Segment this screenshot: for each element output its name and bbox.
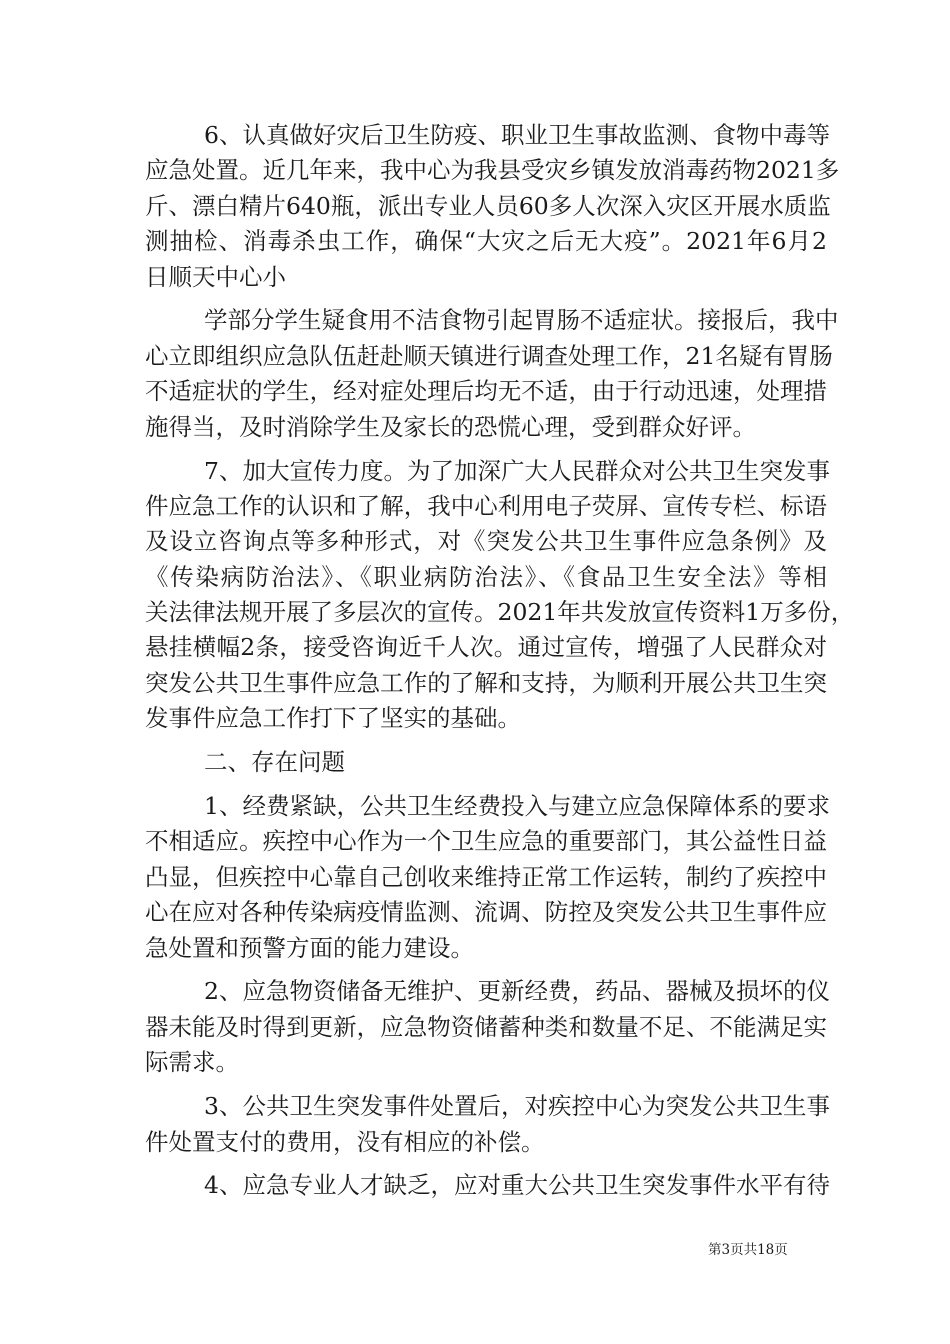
paragraph <box>145 745 827 780</box>
text-line: 凸显，但疾控中心靠自己创收来维持正常工作运转，制约了疾控中 <box>145 862 827 891</box>
text-line: 《传染病防治法》、《职业病防治法》、《食品卫生安全法》等相 <box>145 562 827 591</box>
document-body <box>145 118 855 1212</box>
paragraph <box>145 974 830 1080</box>
paragraph <box>145 303 839 445</box>
text-line: 日顺天中心小 <box>145 262 286 291</box>
text-line: 不适症状的学生，经对症处理后均无不适，由于行动迅速，处理措 <box>145 377 827 406</box>
paragraph <box>145 118 840 295</box>
text-line: 2、应急物资储备无维护、更新经费，药品、器械及损坏的仪 <box>204 977 830 1006</box>
text-line: 1、经费紧缺，公共卫生经费投入与建立应急保障体系的要求 <box>204 792 830 821</box>
text-line: 施得当，及时消除学生及家长的恐慌心理，受到群众好评。 <box>145 412 756 441</box>
text-line: 器未能及时得到更新，应急物资储蓄种类和数量不足、不能满足实 <box>145 1012 827 1041</box>
text-line: 及设立咨询点等多种形式，对《突发公共卫生事件应急条例》及 <box>145 527 827 556</box>
paragraph <box>145 1089 830 1160</box>
text-line: 件处置支付的费用，没有相应的补偿。 <box>145 1127 545 1156</box>
text-line: 发事件应急工作打下了坚实的基础。 <box>145 704 521 733</box>
text-line: 二、存在问题 <box>204 748 345 777</box>
text-line: 急处置和预警方面的能力建设。 <box>145 933 474 962</box>
text-line: 斤、漂白精片640瓶，派出专业人员60多人次深入灾区开展水质监 <box>145 191 831 220</box>
text-line: 悬挂横幅2条，接受咨询近千人次。通过宣传，增强了人民群众对 <box>145 633 827 662</box>
paragraph <box>145 1168 830 1203</box>
text-line: 7、加大宣传力度。为了加深广大人民群众对公共卫生突发事 <box>204 456 830 485</box>
text-line: 不相适应。疾控中心作为一个卫生应急的重要部门，其公益性日益 <box>145 827 827 856</box>
text-line: 际需求。 <box>145 1048 239 1077</box>
text-line: 4、应急专业人才缺乏，应对重大公共卫生突发事件水平有待 <box>204 1171 830 1200</box>
text-line: 测抽检、消毒杀虫工作，确保“大灾之后无大疫”。2021年6月2 <box>145 227 827 256</box>
text-line: 应急处置。近几年来，我中心为我县受灾乡镇发放消毒药物2021多 <box>145 156 840 185</box>
text-line: 3、公共卫生突发事件处置后，对疾控中心为突发公共卫生事 <box>204 1092 830 1121</box>
text-line: 学部分学生疑食用不洁食物引起胃肠不适症状。接报后，我中 <box>204 306 839 335</box>
text-line: 关法律法规开展了多层次的宣传。2021年共发放宣传资料1万多份， <box>145 598 855 627</box>
paragraph <box>145 789 830 966</box>
text-line: 突发公共卫生事件应急工作的了解和支持，为顺利开展公共卫生突 <box>145 668 827 697</box>
text-line: 件应急工作的认识和了解，我中心利用电子荧屏、宣传专栏、标语 <box>145 491 827 520</box>
text-line: 心立即组织应急队伍赶赴顺天镇进行调查处理工作，21名疑有胃肠 <box>145 341 833 370</box>
text-line: 心在应对各种传染病疫情监测、流调、防控及突发公共卫生事件应 <box>145 898 827 927</box>
page-number: 第3页共18页 <box>708 1242 788 1258</box>
paragraph <box>145 454 855 737</box>
text-line: 6、认真做好灾后卫生防疫、职业卫生事故监测、食物中毒等 <box>204 121 830 149</box>
